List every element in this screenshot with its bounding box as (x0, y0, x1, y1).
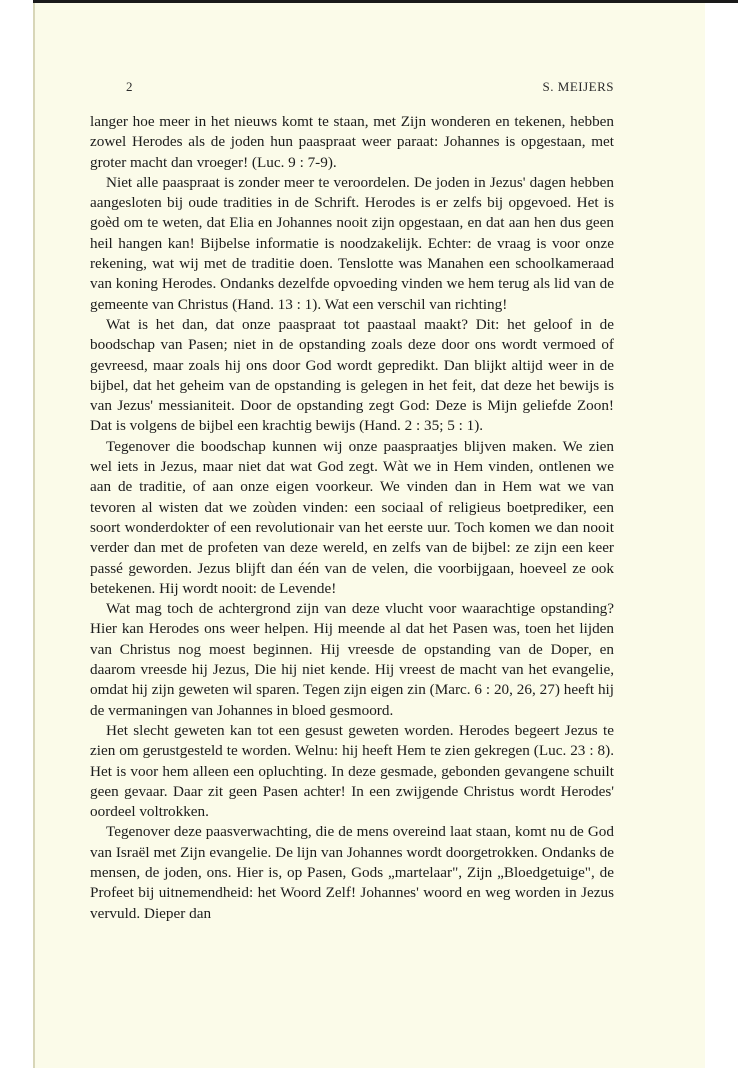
paragraph: Tegenover deze paasverwachting, die de mens overeind laat staan, komt nu de God van Israël met Zijn evangelie. De lijn van Johannes wordt doorgetrokken. Ondanks de mensen, de joden, ons. Hier is, op Pasen, Gods „martelaar", Zijn „Bloedgetuige", de Profeet bij uitnemendheid: het Woord Zelf! Johannes' woord en weg worden in Jezus vervuld. Dieper dan (90, 823, 614, 922)
paragraph: Niet alle paaspraat is zonder meer te veroordelen. De joden in Jezus' dagen hebben aangesloten bij oude tradities in de Schrift. Herodes is er zelfs bij opgevoed. Het is goèd om te weten, dat Elia en Johannes nooit zijn opgestaan, en dat aan hen dus geen heil hangen kan! Bijbelse informatie is noodzakelijk. Echter: de vraag is voor onze rekening, wat wij met de traditie doen. Tenslotte was Manahen een schoolkameraad van koning Herodes. Ondanks dezelfde opvoeding vinden we hem terug als lid van de gemeente van Christus (Hand. 13 : 1). Wat een verschil van richting! (90, 173, 614, 313)
paragraph: Wat mag toch de achtergrond zijn van deze vlucht voor waarachtige opstanding? Hier kan Herodes ons weer helpen. Hij meende al dat het Pasen was, toen het lijden van Christus nog moest beginnen. Hij vreesde de opstanding van de Doper, en daarom vreesde hij Jezus, Die hij niet kende. Hij vreest de macht van het evangelie, omdat hij zijn geweten wil sparen. Tegen zijn eigen zin (Marc. 6 : 20, 26, 27) heeft hij de vermaningen van Johannes in bloed gesmoord. (90, 600, 614, 719)
page-number: 2 (126, 79, 133, 94)
body-text (90, 112, 614, 924)
scan-edge (0, 0, 33, 1068)
page-header (82, 79, 614, 95)
paragraph: Het slecht geweten kan tot een gesust geweten worden. Herodes begeert Jezus te zien om gerustgesteld te worden. Welnu: hij heeft Hem te zien gekregen (Luc. 23 : 8). Het is voor hem alleen een opluchting. In deze gesmade, gebonden gevangene schuilt geen gevaar. Daar zit geen Pasen achter! In een zwijgende Christus wordt Herodes' oordeel voltrokken. (90, 721, 614, 821)
paragraph: Wat is het dan, dat onze paaspraat tot paastaal maakt? Dit: het geloof in de boodschap van Pasen; niet in de opstanding zoals deze door ons wordt vermoed of gevreesd, maar zoals hij ons door God wordt gepredikt. Dan blijkt altijd weer in de bijbel, dat het geheim van de opstanding is gelegen in het feit, dat deze het bewijs is van Jezus' messianiteit. Door de opstanding zegt God: Deze is Mijn geliefde Zoon! Dat is volgens de bijbel een krachtig bewijs (Hand. 2 : 35; 5 : 1). (90, 315, 614, 435)
paragraph: Tegenover die boodschap kunnen wij onze paaspraatjes blijven maken. We zien wel iets in Jezus, maar niet dat wat God zegt. Wàt we in Hem vinden, ontlenen we aan de traditie, of aan onze eigen voorkeur. We vinden dan in Hem wat we van tevoren al wisten dat we zoùden vinden: een sociaal of religieus boetprediker, een soort wonderdokter of een revolutionair van het eerste uur. Toch komen we dan nooit verder dan met de profeten van deze wereld, en zelfs van de bijbel: ze zijn een keer passé geworden. Jezus blijft dan één van de velen, die voorbijgaan, hoeveel ze ook betekenen. Hij wordt nooit: de Levende! (90, 437, 614, 597)
running-head: S. MEIJERS (542, 79, 614, 94)
paragraph: langer hoe meer in het nieuws komt te staan, met Zijn wonderen en tekenen, hebben zowel Herodes als de joden hun paaspraat weer paraat: Johannes is opgestaan, met groter macht dan vroeger! (Luc. 9 : 7-9). (90, 113, 614, 171)
